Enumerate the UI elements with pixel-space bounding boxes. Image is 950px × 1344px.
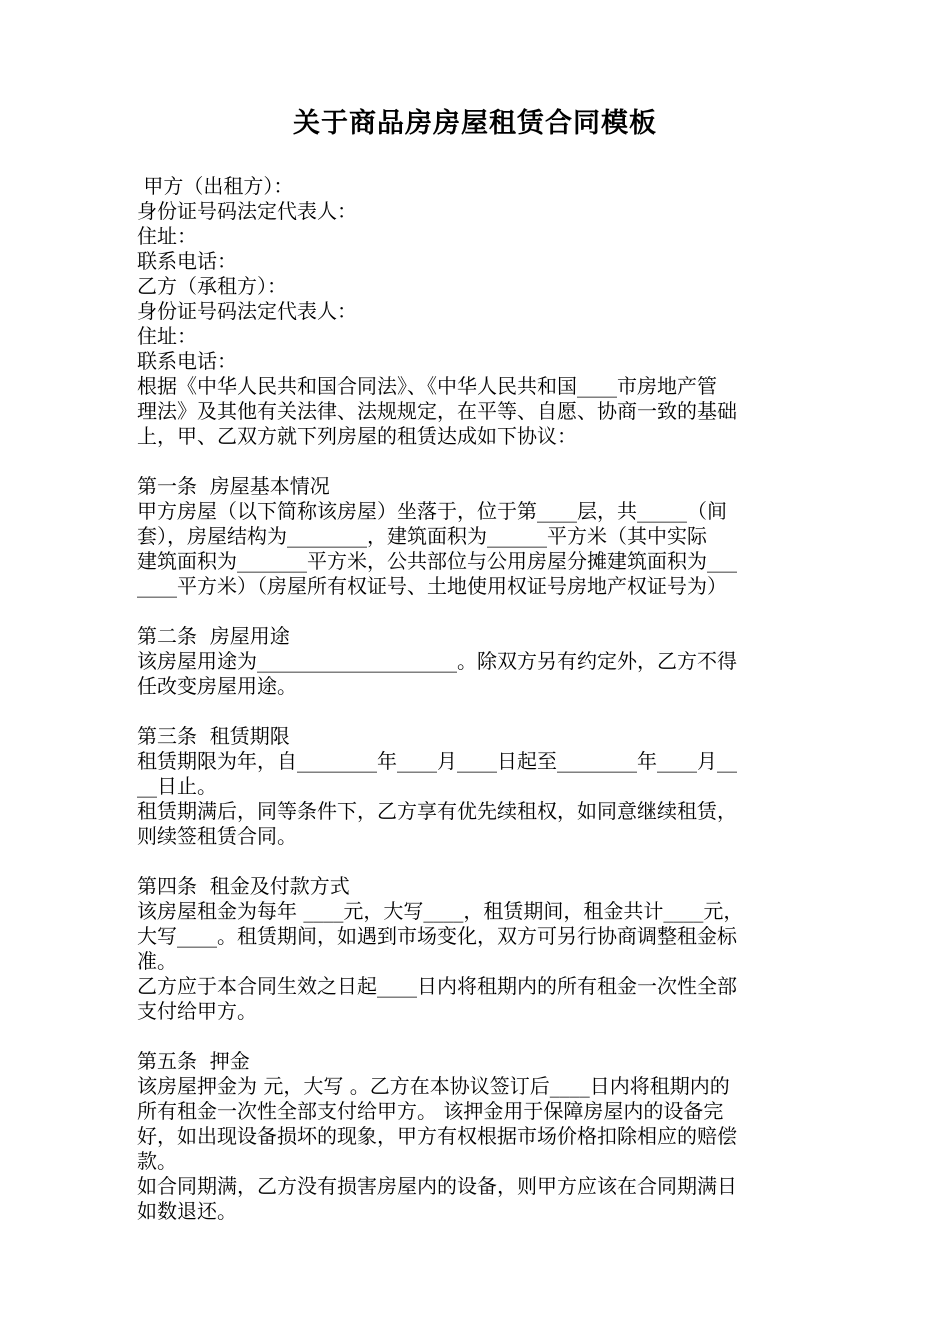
text-line: 身份证号码法定代表人： bbox=[137, 299, 357, 323]
text-line: 建筑面积为_______平方米，公共部位与公用房屋分摊建筑面积为___ bbox=[137, 549, 737, 573]
text-line: ____平方米）（房屋所有权证号、土地使用权证号房地产权证号为） bbox=[137, 574, 727, 598]
text-line: 如合同期满，乙方没有损害房屋内的设备，则甲方应该在合同期满日 bbox=[137, 1174, 737, 1198]
text-line: 第二条 房屋用途 bbox=[137, 624, 290, 648]
text-line: __日止。 bbox=[137, 774, 217, 798]
text-line: 所有租金一次性全部支付给甲方。 该押金用于保障房屋内的设备完 bbox=[137, 1099, 724, 1123]
text-line: 该房屋用途为____________________。除双方另有约定外，乙方不得 bbox=[137, 649, 737, 673]
text-line: 支付给甲方。 bbox=[137, 999, 257, 1023]
text-line: 该房屋押金为 元，大写 。乙方在本协议签订后____日内将租期内的 bbox=[137, 1074, 730, 1098]
blank-line bbox=[137, 849, 817, 874]
text-line: 联系电话： bbox=[137, 349, 237, 373]
blank-line bbox=[137, 599, 817, 624]
text-line: 款。 bbox=[137, 1149, 177, 1173]
text-line: 则续签租赁合同。 bbox=[137, 824, 297, 848]
text-line: 第三条 租赁期限 bbox=[137, 724, 290, 748]
text-line: 联系电话： bbox=[137, 249, 237, 273]
blank-line bbox=[137, 699, 817, 724]
blank-line bbox=[137, 449, 817, 474]
text-line: 租赁期限为年，自________年____月____日起至________年____月__ bbox=[137, 749, 737, 773]
text-line: 如数退还。 bbox=[137, 1199, 237, 1223]
text-line: 好，如出现设备损坏的现象，甲方有权根据市场价格扣除相应的赔偿 bbox=[137, 1124, 737, 1148]
text-line: 住址： bbox=[137, 224, 197, 248]
document-title: 关于商品房房屋租赁合同模板 bbox=[293, 108, 657, 139]
text-line: 租赁期满后，同等条件下，乙方享有优先续租权，如同意继续租赁， bbox=[137, 799, 737, 823]
text-line: 该房屋租金为每年 ____元，大写____，租赁期间，租金共计____元， bbox=[137, 899, 744, 923]
text-line: 第四条 租金及付款方式 bbox=[137, 874, 350, 898]
text-line: 第一条 房屋基本情况 bbox=[137, 474, 330, 498]
text-line: 住址： bbox=[137, 324, 197, 348]
text-line: 准。 bbox=[137, 949, 177, 973]
text-line: 大写____。租赁期间，如遇到市场变化，双方可另行协商调整租金标 bbox=[137, 924, 737, 948]
text-line: 甲方（出租方）： bbox=[137, 174, 294, 198]
text-line: 上，甲、乙双方就下列房屋的租赁达成如下协议： bbox=[137, 424, 577, 448]
text-line: 第五条 押金 bbox=[137, 1049, 250, 1073]
blank-line bbox=[137, 1024, 817, 1049]
text-line: 甲方房屋（以下简称该房屋）坐落于，位于第____层，共_____（间 bbox=[137, 499, 727, 523]
text-line: 乙方应于本合同生效之日起____日内将租期内的所有租金一次性全部 bbox=[137, 974, 737, 998]
text-line: 套），房屋结构为________，建筑面积为______平方米（其中实际 bbox=[137, 524, 707, 548]
document-body bbox=[137, 174, 817, 1224]
text-line: 理法》及其他有关法律、法规规定，在平等、自愿、协商一致的基础 bbox=[137, 399, 737, 423]
text-line: 任改变房屋用途。 bbox=[137, 674, 297, 698]
text-line: 根据《中华人民共和国合同法》、《中华人民共和国____市房地产管 bbox=[137, 374, 717, 398]
text-line: 乙方（承租方）： bbox=[137, 274, 287, 298]
text-line: 身份证号码法定代表人： bbox=[137, 199, 357, 223]
